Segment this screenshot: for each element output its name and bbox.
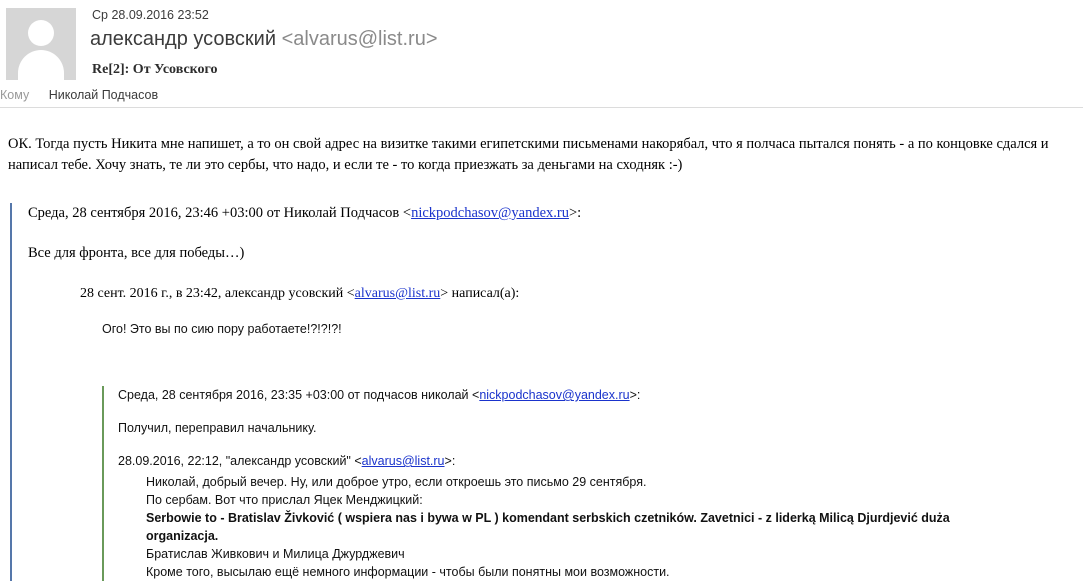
quote4-line-2: По сербам. Вот что прислал Яцек Менджицкий: [146, 493, 423, 507]
quote2-attribution [80, 286, 1070, 302]
quote4-line-6: Кроме того, высылаю ещё немного информации - чтобы были понятны мои возможности. [146, 565, 670, 579]
quote4-line-3: Serbowie to - Bratislav Živković ( wspiera nas i bywa w PL ) komendant serbskich czetników. Zavetnici - z liderką Milicą Djurdjević duża [146, 511, 950, 525]
sender-email: <alvarus@list.ru> [281, 28, 438, 50]
quote3-email-link[interactable]: nickpodchasov@yandex.ru [479, 388, 630, 402]
recipient-name[interactable]: Николай Подчасов [48, 88, 159, 102]
quote3-attribution-pre: Среда, 28 сентября 2016, 23:35 +03:00 от подчасов николай < [118, 388, 480, 402]
quote2-attribution-pre: 28 сент. 2016 г., в 23:42, александр усовский < [80, 286, 355, 301]
quote4-line-4: organizacja. [146, 529, 219, 543]
quote-level-1 [10, 203, 1070, 581]
quote-level-2 [80, 286, 1070, 581]
body-top-paragraph: ОК. Тогда пусть Никита мне напишет, а то он свой адрес на визитке такими египетскими письменами накорябал, что я полчаса пытался понять - а по концовке сдался и написал тебе. Хочу знать, те ли это сербы, что надо, и если те - то когда приезжать за деньгами на сходняк :-) [8, 136, 1049, 173]
avatar-head-shape [28, 20, 54, 46]
quote1-text: Все для фронта, все для победы…) [28, 245, 245, 261]
quote4-line-5: Братислав Живкович и Милица Джурджевич [146, 547, 405, 561]
quote1-attribution-post: >: [568, 205, 582, 221]
quote3-attribution2-pre: 28.09.2016, 22:12, "александр усовский" < [118, 454, 362, 468]
quote2-text: Ого! Это вы по сию пору работаете!?!?!?! [102, 322, 342, 336]
email-sender [90, 28, 438, 51]
email-recipient-row [0, 88, 158, 102]
quote1-attribution [28, 203, 1070, 223]
quote4-line-1: Николай, добрый вечер. Ну, или доброе утро, если откроешь это письмо 29 сентября. [146, 475, 647, 489]
quote3-attribution-2 [118, 452, 1070, 471]
quote3-attribution2-post: >: [444, 454, 456, 468]
avatar-body-shape [18, 50, 64, 80]
email-header [0, 0, 1083, 108]
recipient-label: Кому [0, 88, 30, 102]
email-date: Ср 28.09.2016 23:52 [92, 8, 209, 22]
quote2-attribution-post: > написал(а): [440, 286, 520, 301]
email-subject: Re[2]: От Усовского [92, 62, 218, 77]
quote-level-3 [102, 386, 1070, 581]
quote1-attribution-pre: Среда, 28 сентября 2016, 23:46 +03:00 от Николай Подчасов < [28, 205, 412, 221]
quote3-attribution [118, 386, 1070, 405]
quote-level-4 [146, 473, 1070, 581]
quote2-email-link[interactable]: alvarus@list.ru [354, 286, 441, 301]
quote3-attribution-post: >: [629, 388, 641, 402]
person-avatar-icon [6, 8, 76, 80]
quote1-email-link[interactable]: nickpodchasov@yandex.ru [411, 205, 569, 221]
sender-name: александр усовский [90, 28, 277, 50]
email-body [0, 108, 1083, 579]
quote3-text: Получил, переправил начальнику. [118, 421, 317, 435]
quote3-email-link-2[interactable]: alvarus@list.ru [361, 454, 445, 468]
